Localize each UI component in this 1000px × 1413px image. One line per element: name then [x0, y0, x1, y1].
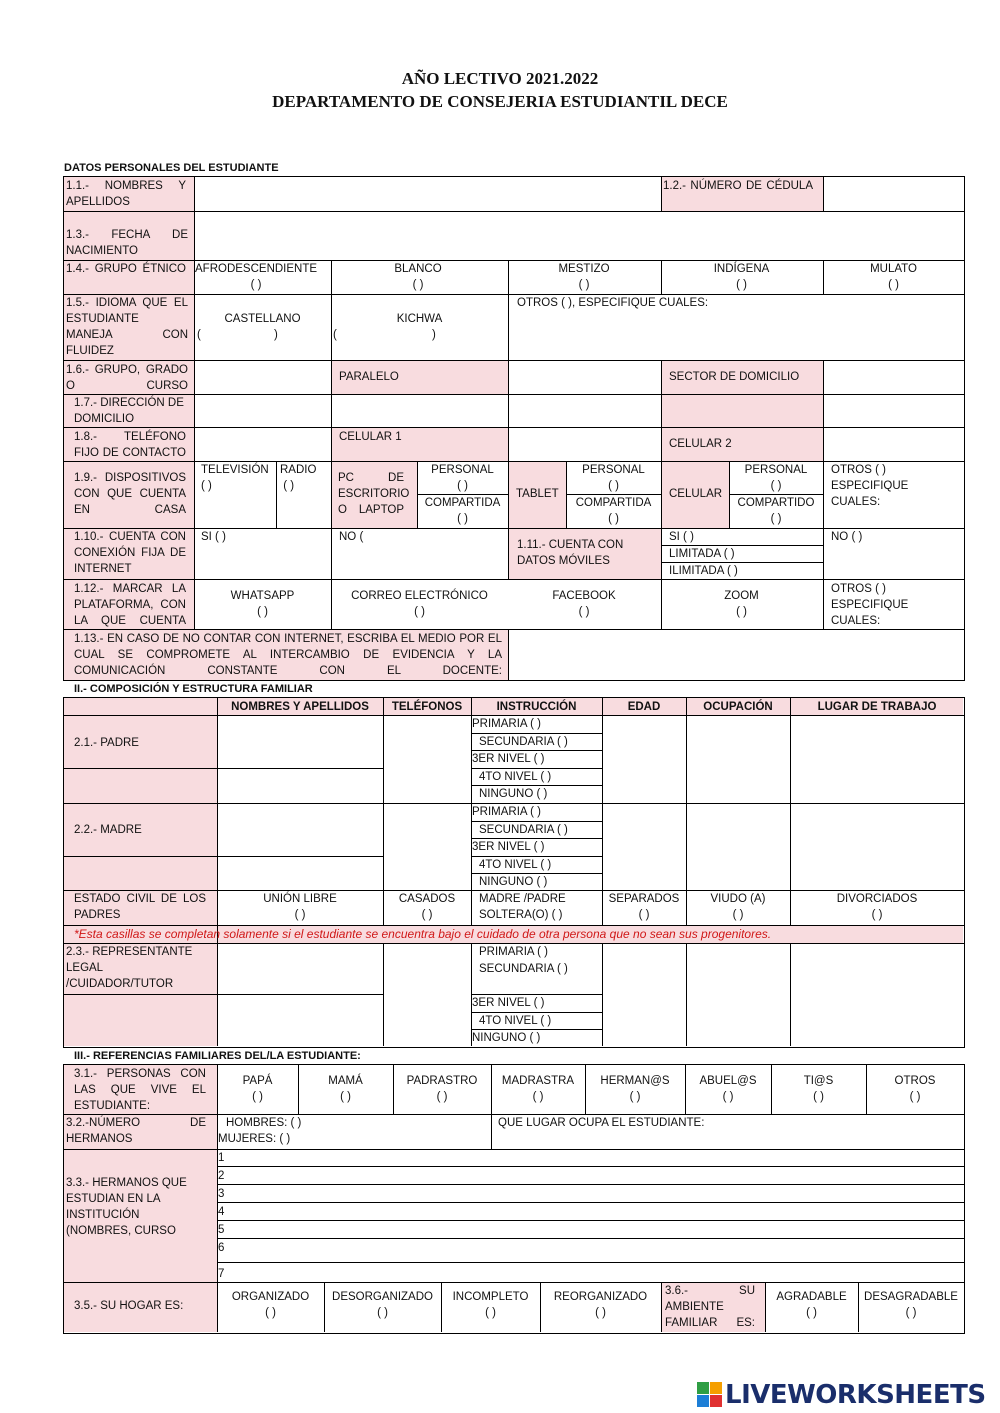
mobile-no[interactable]: NO ( ) — [831, 531, 863, 543]
label-grade: 1.6.- GRUPO, GRADO O CURSO — [66, 364, 188, 392]
lang-castellano: CASTELLANO — [224, 313, 301, 325]
device-other-field[interactable]: OTROS ( ) ESPECIFIQUE CUALES: — [831, 464, 909, 508]
sibling-line-7[interactable]: 7 — [218, 1268, 225, 1280]
mobile-limitada[interactable]: LIMITADA ( ) — [669, 548, 735, 560]
form-title-year: AÑO LECTIVO 2021.2022 — [401, 69, 599, 88]
col-phones: TELÉFONOS — [391, 701, 463, 713]
siblings-men[interactable]: HOMBRES: ( ) — [226, 1117, 302, 1129]
sibling-line-2[interactable]: 2 — [218, 1170, 225, 1182]
lives-madrastra[interactable]: MADRASTRA ( ) — [501, 1075, 575, 1103]
label-father: 2.1.- PADRE — [74, 737, 139, 749]
label-lives-with: 3.1.- PERSONAS CON LAS QUE VIVE EL ESTUDIANTE: — [74, 1068, 206, 1112]
mother-primaria[interactable]: PRIMARIA ( ) — [472, 806, 542, 818]
platform-facebook[interactable]: FACEBOOK ( ) — [552, 590, 616, 618]
civil-soltero[interactable]: MADRE /PADRE SOLTERA(O) ( ) — [479, 893, 566, 921]
label-phone: 1.8.- TELÉFONO FIJO DE CONTACTO — [74, 431, 186, 459]
tablet-compartida[interactable]: COMPARTIDA ( ) — [575, 497, 652, 525]
label-family-environment: 3.6.- SU AMBIENTE FAMILIAR ES: — [665, 1285, 755, 1329]
id-number-field[interactable] — [825, 178, 961, 209]
label-birthdate: 1.3.- FECHA DE NACIMIENTO — [66, 229, 188, 257]
col-names: NOMBRES Y APELLIDOS — [231, 701, 369, 713]
sibling-line-1[interactable]: 1 — [218, 1152, 225, 1164]
civil-viudo[interactable]: VIUDO (A) ( ) — [710, 893, 766, 921]
section-heading-family: II.- COMPOSICIÓN Y ESTRUCTURA FAMILIAR — [74, 683, 313, 695]
label-internet: 1.10.- CUENTA CON CONEXIÓN FIJA DE INTERNET — [74, 531, 186, 575]
label-cel1: CELULAR 1 — [339, 431, 402, 443]
lives-padrastro[interactable]: PADRASTRO ( ) — [406, 1075, 478, 1103]
sibling-line-5[interactable]: 5 — [218, 1224, 225, 1236]
cel-compartido[interactable]: COMPARTIDO ( ) — [737, 497, 815, 525]
guardian-ninguno[interactable]: NINGUNO ( ) — [472, 1032, 541, 1044]
platform-other-field[interactable]: OTROS ( ) ESPECIFIQUE CUALES: — [831, 583, 909, 627]
mother-3er[interactable]: 3ER NIVEL ( ) — [472, 841, 545, 853]
guardian-primaria[interactable]: PRIMARIA ( ) — [479, 946, 549, 958]
label-siblings-count: 3.2.-NÚMERO DE HERMANOS — [66, 1117, 206, 1145]
col-instruction: INSTRUCCIÓN — [496, 701, 577, 713]
label-paralelo: PARALELO — [339, 371, 399, 383]
ethnic-afro[interactable]: AFRODESCENDIENTE ( ) — [195, 263, 318, 291]
section-heading-references: III.- REFERENCIAS FAMILIARES DEL/LA ESTUDIANTE: — [74, 1050, 361, 1062]
guardian-4to[interactable]: 4TO NIVEL ( ) — [479, 1015, 552, 1027]
ethnic-indigena[interactable]: INDÍGENA ( ) — [713, 263, 770, 291]
sibling-line-3[interactable]: 3 — [218, 1188, 225, 1200]
home-reorganizado[interactable]: REORGANIZADO ( ) — [553, 1291, 648, 1319]
label-platforms: 1.12.- MARCAR LA PLATAFORMA, CON LA QUE CUENTA — [74, 583, 186, 627]
label-guardian: 2.3.- REPRESENTANTE LEGAL /CUIDADOR/TUTOR — [66, 946, 193, 990]
mother-4to[interactable]: 4TO NIVEL ( ) — [479, 859, 552, 871]
label-celular: CELULAR — [669, 488, 723, 500]
lives-abuelos[interactable]: ABUEL@S ( ) — [699, 1075, 757, 1103]
platform-whatsapp[interactable]: WHATSAPP ( ) — [230, 590, 295, 618]
no-internet-field[interactable] — [510, 631, 961, 678]
guardian-note: *Esta casillas se completan solamente si el estudiante se encuentra bajo el cuidado de otra persona que no sean sus progenitores. — [74, 927, 772, 941]
platform-zoom[interactable]: ZOOM ( ) — [724, 590, 759, 618]
birthdate-field[interactable] — [196, 213, 961, 258]
internet-si[interactable]: SI ( ) — [201, 531, 226, 543]
civil-casados[interactable]: CASADOS ( ) — [398, 893, 456, 921]
lives-papa[interactable]: PAPÁ ( ) — [242, 1075, 273, 1103]
pc-personal[interactable]: PERSONAL ( ) — [431, 464, 494, 492]
father-4to[interactable]: 4TO NIVEL ( ) — [479, 771, 552, 783]
sibling-line-6[interactable]: 6 — [218, 1242, 225, 1254]
lang-other-field[interactable]: OTROS ( ), ESPECIFIQUE CUALES: — [517, 297, 709, 309]
father-3er[interactable]: 3ER NIVEL ( ) — [472, 753, 545, 765]
label-home: 3.5.- SU HOGAR ES: — [74, 1300, 184, 1312]
label-mother: 2.2.- MADRE — [74, 824, 142, 836]
ethnic-mulato[interactable]: MULATO ( ) — [870, 263, 917, 291]
pc-compartida[interactable]: COMPARTIDA ( ) — [424, 497, 501, 525]
father-primaria[interactable]: PRIMARIA ( ) — [472, 718, 542, 730]
label-civil-status: ESTADO CIVIL DE LOS PADRES — [74, 893, 206, 921]
tablet-personal[interactable]: PERSONAL ( ) — [582, 464, 645, 492]
label-sector: SECTOR DE DOMICILIO — [669, 371, 800, 383]
siblings-women[interactable]: MUJERES: ( ) — [218, 1133, 291, 1145]
lives-otros[interactable]: OTROS ( ) — [894, 1075, 936, 1103]
lives-tios[interactable]: TI@S ( ) — [803, 1075, 834, 1103]
label-no-internet: 1.13.- EN CASO DE NO CONTAR CON INTERNET, ESCRIBA EL MEDIO POR EL CUAL SE COMPROMETE AL INTERCAMBIO DE EVIDENCIA Y LA COMUNICACIÓN CONSTANTE CON EL DOCENTE: — [74, 633, 502, 677]
home-incompleto[interactable]: INCOMPLETO ( ) — [452, 1291, 529, 1319]
label-pc: PC DE ESCRITORIO O LAPTOP — [338, 472, 410, 516]
label-ethnic: 1.4.- GRUPO ÉTNICO — [66, 263, 186, 275]
section-heading-personal: DATOS PERSONALES DEL ESTUDIANTE — [64, 162, 279, 174]
civil-divorciados[interactable]: DIVORCIADOS ( ) — [836, 893, 918, 921]
ethnic-blanco[interactable]: BLANCO ( ) — [394, 263, 442, 291]
internet-no[interactable]: NO ( — [339, 531, 364, 543]
label-siblings-school: 3.3.- HERMANOS QUE ESTUDIAN EN LA INSTITUCIÓN (NOMBRES, CURSO — [66, 1177, 187, 1237]
father-secundaria[interactable]: SECUNDARIA ( ) — [479, 736, 568, 748]
device-tv[interactable]: TELEVISIÓN ( ) — [201, 464, 269, 492]
label-language: 1.5.- IDIOMA QUE EL ESTUDIANTE MANEJA CON FLUIDEZ — [66, 297, 188, 357]
label-address: 1.7.- DIRECCIÓN DE DOMICILIO — [74, 397, 184, 425]
lives-hermanos[interactable]: HERMAN@S ( ) — [600, 1075, 670, 1103]
device-radio[interactable]: RADIO ( ) — [280, 464, 317, 492]
env-desagradable[interactable]: DESAGRADABLE ( ) — [864, 1291, 958, 1319]
sibling-line-4[interactable]: 4 — [218, 1206, 225, 1218]
mobile-ilimitada[interactable]: ILIMITADA ( ) — [669, 565, 738, 577]
platform-email[interactable]: CORREO ELECTRÓNICO ( ) — [351, 590, 488, 618]
ethnic-mestizo[interactable]: MESTIZO ( ) — [558, 263, 610, 291]
liveworksheets-logo-text: LIVEWORKSHEETS — [725, 1380, 986, 1410]
names-field[interactable] — [196, 178, 659, 209]
mother-ninguno[interactable]: NINGUNO ( ) — [479, 876, 548, 888]
col-workplace: LUGAR DE TRABAJO — [817, 701, 937, 713]
civil-union[interactable]: UNIÓN LIBRE ( ) — [263, 893, 337, 921]
sibling-position-field[interactable]: QUE LUGAR OCUPA EL ESTUDIANTE: — [498, 1117, 705, 1129]
form-title-department: DEPARTAMENTO DE CONSEJERIA ESTUDIANTIL DECE — [272, 92, 728, 111]
col-age: EDAD — [627, 701, 661, 713]
label-cel2: CELULAR 2 — [669, 438, 732, 450]
label-mobile-data: 1.11.- CUENTA CON DATOS MÓVILES — [517, 539, 624, 567]
home-desorganizado[interactable]: DESORGANIZADO ( ) — [332, 1291, 433, 1319]
mobile-si[interactable]: SI ( ) — [669, 531, 694, 543]
lang-kichwa: KICHWA — [396, 313, 443, 325]
env-agradable[interactable]: AGRADABLE ( ) — [776, 1291, 847, 1319]
liveworksheets-logo — [697, 1378, 997, 1412]
liveworksheets-logo-icon — [697, 1382, 723, 1408]
label-devices: 1.9.- DISPOSITIVOS CON QUE CUENTA EN CASA — [74, 472, 186, 516]
civil-separados[interactable]: SEPARADOS ( ) — [608, 893, 680, 921]
cel-personal[interactable]: PERSONAL ( ) — [744, 464, 808, 492]
father-ninguno[interactable]: NINGUNO ( ) — [479, 788, 548, 800]
mother-secundaria[interactable]: SECUNDARIA ( ) — [479, 824, 568, 836]
guardian-3er[interactable]: 3ER NIVEL ( ) — [472, 997, 545, 1009]
home-organizado[interactable]: ORGANIZADO ( ) — [231, 1291, 310, 1319]
label-id-number: 1.2.- NÚMERO DE CÉDULA — [663, 180, 813, 192]
lives-mama[interactable]: MAMÁ ( ) — [328, 1075, 363, 1103]
guardian-secundaria[interactable]: SECUNDARIA ( ) — [479, 963, 568, 975]
label-names: 1.1.- NOMBRES Y APELLIDOS — [66, 180, 186, 208]
col-occupation: OCUPACIÓN — [703, 701, 773, 713]
label-tablet: TABLET — [516, 488, 559, 500]
